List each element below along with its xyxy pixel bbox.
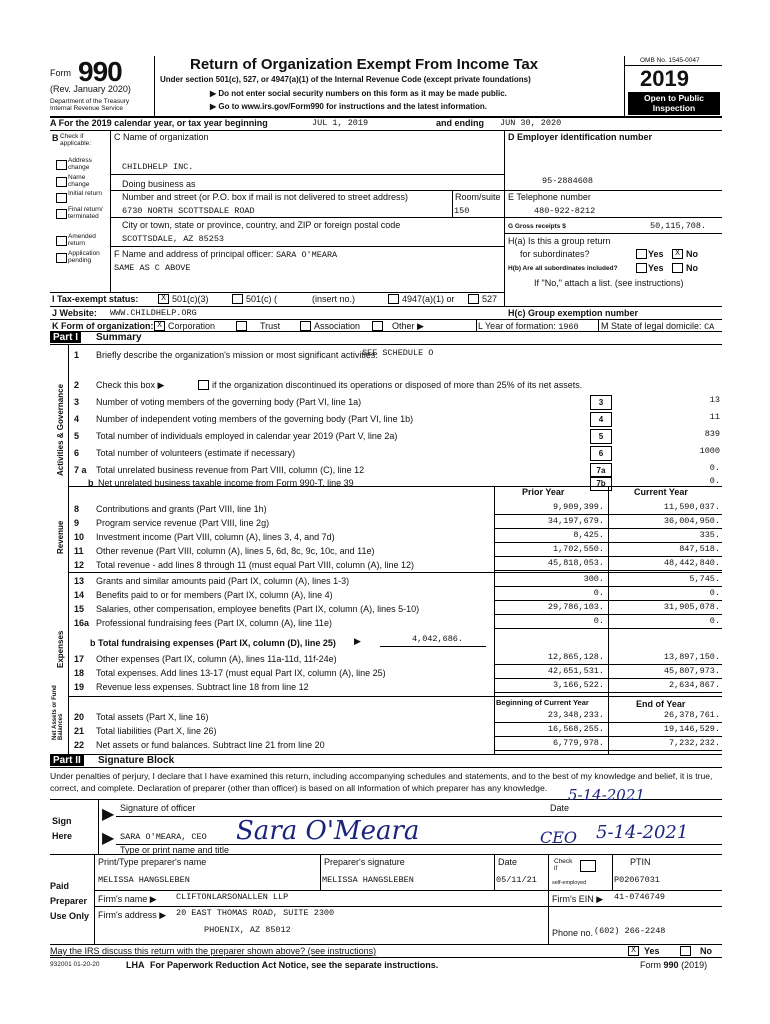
org-name-label: C Name of organization [114,132,209,142]
fin-line-label: Net assets or fund balances. Subtract line 21 from line 20 [96,740,325,750]
fin-line-label: Program service revenue (Part VIII, line 2g) [96,518,270,528]
amended-return-checkbox[interactable] [56,236,67,246]
form-title: Return of Organization Exempt From Income Tax [190,56,539,73]
fin-line-label: Total expenses. Add lines 13-17 (must equal Part IX, column (A), line 25) [96,668,386,678]
address-change-label: Address change [68,157,92,171]
form-number: 990 [78,56,122,87]
fin-line-num: 11 [74,546,84,556]
gov-line-label: Total unrelated business revenue from Part VIII, column (C), line 12 [96,465,365,475]
fin-line-num: 12 [74,560,85,570]
officer-name-title: SARA O'MEARA, CEO [120,832,207,842]
use-only-label: Use Only [50,911,90,921]
gov-line-label: Number of voting members of the governing body (Part VI, line 1a) [96,397,362,407]
check-label: Check [554,858,573,865]
dept-treasury: Department of the Treasury [50,98,130,105]
gov-line-num: 5 [74,431,80,441]
fin-line-label: Salaries, other compensation, employee benefits (Part IX, column (A), lines 5-10) [96,604,420,614]
fin-prior-value: 8,425. [573,530,604,540]
fin-row-rule [494,736,722,737]
corporation-checkbox[interactable]: X [154,321,165,331]
discontinued-checkbox[interactable] [198,380,209,390]
side-activities-governance: Activities & Governance [56,383,65,476]
date-handwritten: 5-14-2021 [596,822,689,843]
sign-date-handwritten: 5-14-2021 [568,786,645,804]
fin-row-rule [494,678,722,679]
name-change-checkbox[interactable] [56,177,67,187]
fin-line-num: 16a [74,618,90,628]
part2-title: Signature Block [98,755,175,766]
firm-address-line2: PHOENIX, AZ 85012 [204,925,291,935]
gov-line-box: 6 [590,446,612,461]
fin-current-value: 19,146,529. [663,724,720,734]
other-org-checkbox[interactable] [372,321,383,331]
gross-receipts-value: 50,115,708. [650,221,707,231]
fin-prior-value: 1,702,550. [552,544,604,554]
ha-no-checkbox[interactable]: X [672,249,683,259]
tax-status-label: I Tax-exempt status: [52,294,139,304]
fin-prior-value: 29,786,103. [547,602,604,612]
gov-line-box: 7b [590,476,612,491]
form-subtitle: Under section 501(c), 527, or 4947(a)(1) of the Internal Revenue Code (except private foundations) [160,75,531,84]
status-insert-no: (insert no.) [312,294,356,304]
line-16b-label: b Total fundraising expenses (Part IX, column (D), line 25) [90,638,336,648]
room-suite-value: 150 [454,206,470,216]
firm-address-label: Firm's address ▶ [98,910,167,920]
fin-row-rule [494,692,722,693]
fin-row-rule [494,614,722,615]
form-label: Form [50,68,71,78]
fin-line-label: Total assets (Part X, line 16) [96,712,209,722]
final-return-label: Final return/ terminated [68,206,103,220]
gov-line-num: b [88,478,94,488]
fin-current-value: 48,442,840. [663,558,720,568]
sign-date-label: Date [550,803,570,813]
fin-line-label: Other revenue (Part VIII, column (A), lines 5, 6d, 8c, 9c, 10c, and 11e) [96,546,375,556]
fin-prior-value: 6,779,978. [552,738,604,748]
gov-line-value: 0. [709,476,720,486]
line-1-num: 1 [74,350,80,360]
association-checkbox[interactable] [300,321,311,331]
gov-line-label: Net unrelated business taxable income from Form 990-T, line 39 [98,478,354,488]
address-change-checkbox[interactable] [56,160,67,170]
type-print-label: Type or print name and title [120,845,230,855]
gov-line-label: Total number of individuals employed in calendar year 2019 (Part V, line 2a) [96,431,398,441]
prep-sig-value: MELISSA HANGSLEBEN [322,875,414,885]
status-4947-label: 4947(a)(1) or [402,294,455,304]
city-value: SCOTTSDALE, AZ 85253 [122,234,225,244]
status-501c-label: 501(c) ( [246,294,278,304]
hb-label: H(b) Are all subordinates included? [508,265,618,272]
fin-prior-value: 0. [593,588,604,598]
line-2-num: 2 [74,380,80,390]
if-label: if [554,865,558,872]
line-1-label: Briefly describe the organization's mission or most significant activities: [96,350,378,360]
hb-note: If "No," attach a list. (see instructions) [534,278,684,288]
firm-name-value: CLIFTONLARSONALLEN LLP [176,892,289,902]
gov-line-box: 3 [590,395,612,410]
fin-prior-value: 34,197,679. [547,516,604,526]
fin-prior-value: 45,818,053. [547,558,604,568]
goto-instructions: ▶ Go to www.irs.gov/Form990 for instructions and the latest information. [210,102,487,111]
gross-receipts-label: G Gross receipts $ [508,223,566,230]
preparer-label: Preparer [50,896,88,906]
fin-line-num: 19 [74,682,85,692]
fin-line-label: Total liabilities (Part X, line 26) [96,726,217,736]
state-domicile-value: CA [704,322,715,332]
begin-year-header: Beginning of Current Year [496,698,589,707]
gov-line-label: Total number of volunteers (estimate if necessary) [96,448,296,458]
other-org-label: Other ▶ [392,321,424,331]
fin-prior-value: 23,348,233. [547,710,604,720]
application-pending-checkbox[interactable] [56,253,67,263]
year-formation-value: 1960 [558,322,579,332]
fin-current-value: 36,004,950. [663,516,720,526]
fin-prior-value: 9,909,399. [552,502,604,512]
line-2-label: Check this box ▶ [96,380,165,390]
discuss-no-label: No [700,946,712,956]
fin-line-num: 9 [74,518,80,528]
application-pending-label: Application pending [68,250,100,264]
arrow-16b: ▶ [354,636,361,646]
part1-title: Summary [96,332,142,343]
fin-line-label: Other expenses (Part IX, column (A), lines 11a-11d, 11f-24e) [96,654,337,664]
end-year-header: End of Year [636,699,686,709]
ha-label: H(a) Is this a group return [508,236,611,246]
fin-line-num: 22 [74,740,85,750]
dept-irs: Internal Revenue Service [50,105,123,112]
paid-label: Paid [50,881,70,891]
officer-label: F Name and address of principal officer: SARA O'MEARA [114,249,338,260]
gov-line-num: 4 [74,414,80,424]
gov-line-num: 6 [74,448,80,458]
state-domicile-label: M State of legal domicile: CA [601,321,715,332]
hb-yes-checkbox[interactable] [636,263,647,273]
year-formation-label: L Year of formation: 1960 [478,321,579,332]
fin-current-value: 0. [709,588,720,598]
ha-yes-checkbox[interactable] [636,249,647,259]
gov-line-box: 5 [590,429,612,444]
gov-line-num: 3 [74,397,80,407]
signature-officer-label: Signature of officer [120,803,196,813]
fin-row-rule [494,570,722,571]
website-label: J Website: [52,308,97,318]
line-a-label: A For the 2019 calendar year, or tax year beginning [50,118,268,128]
gov-line-value: 839 [704,429,720,439]
prep-date-label: Date [498,857,518,867]
open-to-public-badge: Open to Public Inspection [628,92,720,115]
firm-phone-label: Phone no. [552,928,594,938]
officer-address: SAME AS C ABOVE [114,263,191,273]
ein-label: D Employer identification number [508,132,653,142]
ptin-value: P02067031 [614,875,660,885]
sign-label: Sign [52,816,72,826]
amended-return-label: Amended return [68,233,96,247]
ha-yes-label: Yes [648,249,664,259]
fin-current-value: 45,807,973. [663,666,720,676]
fin-row-rule [494,528,722,529]
fin-line-label: Professional fundraising fees (Part IX, column (A), line 11e) [96,618,332,628]
fin-prior-value: 300. [583,574,604,584]
part2-tag: Part II [50,755,84,766]
prior-year-header: Prior Year [522,487,565,497]
tax-year-end: JUN 30, 2020 [500,118,562,128]
dba-label: Doing business as [122,179,196,189]
fin-current-value: 5,745. [689,574,720,584]
prep-date-value: 05/11/21 [496,875,537,885]
form-org-label: K Form of organization: [52,321,154,331]
here-label: Here [52,831,73,841]
status-527-checkbox[interactable] [468,294,479,304]
check-if-applicable: Check if applicable: [60,133,92,147]
line-b-label: B [52,133,59,143]
name-change-label: Name change [68,174,90,188]
and-ending-label: and ending [436,118,484,128]
officer-signature: Sara O'Meara [236,816,420,846]
penalty-statement: Under penalties of perjury, I declare that I have examined this return, including accompanying schedules and statements, and to the best of my knowledge and belief, it is true, correct, and complete. Declaration of preparer (other than officer) is based on all information of which preparer has any knowledge. [50,771,713,793]
officer-value: SARA O'MEARA [275,250,338,260]
line-2-text: if the organization discontinued its operations or disposed of more than 25% of its net assets. [212,380,583,390]
footer-notice: For Paperwork Reduction Act Notice, see the separate instructions. [150,960,439,970]
current-year-header: Current Year [634,487,688,497]
discuss-no-checkbox[interactable] [680,946,691,956]
firm-address-line1: 20 EAST THOMAS ROAD, SUITE 2300 [176,908,335,918]
fin-row-rule [494,750,722,751]
firm-phone-value: (602) 266-2248 [594,926,666,936]
fin-line-label: Benefits paid to or for members (Part IX, column (A), line 4) [96,590,333,600]
fin-line-num: 18 [74,668,85,678]
gov-line-value: 11 [709,412,720,422]
fin-current-value: 335. [699,530,720,540]
sign-arrow-1: ▶ [102,806,115,823]
fin-row-rule [494,556,722,557]
fin-prior-value: 42,651,531. [547,666,604,676]
fin-line-num: 15 [74,604,85,614]
status-4947-checkbox[interactable] [388,294,399,304]
fin-row-rule [494,542,722,543]
omb-number: OMB No. 1545-0047 [640,57,700,64]
gov-line-num: 7 a [74,465,87,475]
fin-row-rule [494,722,722,723]
street-label: Number and street (or P.O. box if mail is not delivered to street address) [122,192,408,202]
line-16b-value: 4,042,686. [412,634,464,644]
fin-row-rule [494,514,722,515]
form-revision: (Rev. January 2020) [50,84,131,94]
street-value: 6730 NORTH SCOTTSDALE ROAD [122,206,255,216]
website-url[interactable]: WWW.CHILDHELP.ORG [110,308,197,318]
form-990-page [50,56,722,971]
fin-line-label: Grants and similar amounts paid (Part IX, column (A), lines 1-3) [96,576,350,586]
fin-row-rule [494,586,722,587]
hb-yes-label: Yes [648,263,664,273]
status-501c-checkbox[interactable] [232,294,243,304]
status-501c3-checkbox[interactable]: X [158,294,169,304]
tax-year-begin: JUL 1, 2019 [312,118,369,128]
sign-arrow-2: ▶ [102,830,115,847]
fin-current-value: 26,378,761. [663,710,720,720]
fin-current-value: 11,590,037. [663,502,720,512]
part1-tag: Part I [50,332,81,343]
fin-row-rule [494,600,722,601]
fin-line-num: 13 [74,576,85,586]
gov-line-value: 13 [709,395,720,405]
discuss-question: May the IRS discuss this return with the preparer shown above? (see instructions) [50,946,377,956]
fin-prior-value: 12,865,128. [547,652,604,662]
org-name-value: CHILDHELP INC. [122,162,194,172]
prep-name-value: MELISSA HANGSLEBEN [98,875,190,885]
ein-value: 95-2884608 [542,176,594,186]
gov-line-label: Number of independent voting members of the governing body (Part VI, line 1b) [96,414,414,424]
fin-line-num: 17 [74,654,85,664]
fin-line-label: Total revenue - add lines 8 through 11 (must equal Part VIII, column (A), line 12) [96,560,414,570]
side-expenses: Expenses [56,630,65,668]
fin-line-label: Revenue less expenses. Subtract line 18 from line 12 [96,682,309,692]
status-527-label: 527 [482,294,498,304]
fin-current-value: 0. [709,616,720,626]
city-label: City or town, state or province, country, and ZIP or foreign postal code [122,220,401,230]
fin-prior-value: 16,568,255. [547,724,604,734]
fin-current-value: 2,634,867. [668,680,720,690]
gov-line-box: 4 [590,412,612,427]
hc-label: H(c) Group exemption number [508,308,639,318]
fin-prior-value: 3,166,522. [552,680,604,690]
self-employed-label: self-employed [552,880,587,886]
firm-ein-label: Firm's EIN ▶ [552,894,604,904]
ssn-note: ▶ Do not enter social security numbers on this form as it may be made public. [210,89,507,98]
corporation-label: Corporation [168,321,216,331]
fin-current-value: 847,518. [679,544,720,554]
ceo-handwritten: CEO [540,828,578,847]
prep-sig-label: Preparer's signature [324,857,405,867]
initial-return-label: Initial return [68,190,102,197]
gov-line-value: 0. [709,463,720,473]
fin-line-num: 21 [74,726,85,736]
discuss-yes-checkbox[interactable]: X [628,946,639,956]
gov-line-box: 7a [590,463,612,478]
initial-return-checkbox[interactable] [56,193,67,203]
tax-year: 2019 [640,66,689,91]
fin-prior-value: 0. [593,616,604,626]
trust-label: Trust [260,321,281,331]
fin-line-num: 20 [74,712,85,722]
phone-value: 480-922-8212 [534,206,596,216]
ha-sub-label: for subordinates? [520,249,590,259]
discuss-yes-label: Yes [644,946,660,956]
fin-current-value: 31,905,078. [663,602,720,612]
fin-row-rule [494,628,722,629]
trust-checkbox[interactable] [236,321,247,331]
fin-row-rule [494,664,722,665]
fin-line-label: Contributions and grants (Part VIII, line 1h) [96,504,267,514]
footer-form: Form 990 (2019) [640,960,708,970]
fin-line-num: 14 [74,590,85,600]
fin-line-num: 8 [74,504,80,514]
final-return-checkbox[interactable] [56,209,67,219]
room-suite-label: Room/suite [455,192,501,202]
ptin-label: PTIN [630,857,651,867]
side-revenue: Revenue [56,520,65,554]
footer-lha: LHA [126,960,145,970]
ha-no-label: No [686,249,698,259]
gov-line-value: 1000 [699,446,720,456]
firm-name-label: Firm's name ▶ [98,894,157,904]
association-label: Association [314,321,361,331]
footer-code: 932001 01-20-20 [50,961,100,968]
hb-no-checkbox[interactable] [672,263,683,273]
firm-ein-value: 41-0746749 [614,892,666,902]
status-501c3-label: 501(c)(3) [172,294,209,304]
phone-label: E Telephone number [508,192,591,202]
prep-name-label: Print/Type preparer's name [98,857,207,867]
line-1-value: SEE SCHEDULE O [362,348,434,358]
fin-line-label: Investment income (Part VIII, column (A), lines 3, 4, and 7d) [96,532,335,542]
self-employed-checkbox[interactable] [580,860,596,872]
fin-current-value: 13,897,150. [663,652,720,662]
fin-line-num: 10 [74,532,85,542]
side-net-assets: Net Assets or Fund Balances [52,685,64,740]
hb-no-label: No [686,263,698,273]
fin-current-value: 7,232,232. [668,738,720,748]
